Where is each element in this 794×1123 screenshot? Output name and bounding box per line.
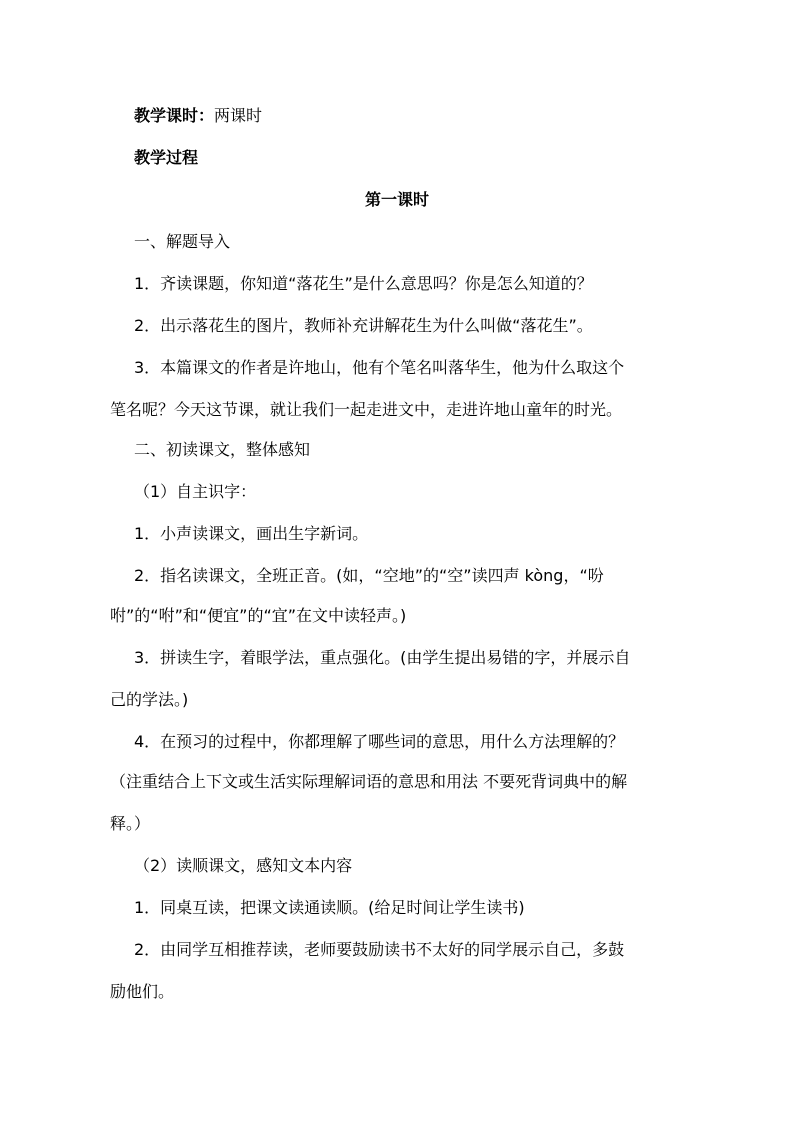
section-2-heading: 二、初读课文，整体感知 — [134, 440, 311, 459]
subsection-1-item-3-line-1: 3．拼读生字，着眼学法，重点强化。(由学生提出易错的字，并展示自 — [134, 648, 631, 667]
section-1-heading: 一、解题导入 — [134, 232, 231, 251]
subsection-1-item-2-line-2: 咐”的“咐”和“便宜”的“宜”在文中读轻声。) — [110, 606, 407, 625]
subsection-1-item-4-line-2: （注重结合上下文或生活实际理解词语的意思和用法 不要死背词典中的解 — [110, 772, 628, 791]
subsection-2-heading: （2）读顺课文，感知文本内容 — [134, 856, 353, 875]
lesson-title: 第一课时 — [364, 190, 429, 209]
subsection-2-item-1: 1．同桌互读，把课文读通读顺。(给足时间让学生读书) — [134, 898, 525, 917]
subsection-2-item-2-line-2: 励他们。 — [110, 982, 175, 1001]
section-1-item-3-line-1: 3．本篇课文的作者是许地山，他有个笔名叫落华生，他为什么取这个 — [134, 358, 625, 377]
teaching-process-heading: 教学过程 — [134, 148, 199, 167]
section-1-item-2: 2．出示落花生的图片，教师补充讲解花生为什么叫做“落花生”。 — [134, 316, 593, 335]
section-1-item-3-line-2: 笔名呢？今天这节课，就让我们一起走进文中，走进许地山童年的时光。 — [110, 400, 623, 419]
teaching-periods-line — [134, 106, 262, 126]
subsection-2-item-2-line-1: 2．由同学互相推荐读，老师要鼓励读书不太好的同学展示自己，多鼓 — [134, 940, 625, 959]
section-1-item-1: 1．齐读课题，你知道“落花生”是什么意思吗？你是怎么知道的？ — [134, 274, 593, 293]
subsection-1-item-4-line-3: 释。） — [110, 814, 151, 833]
subsection-1-item-1: 1．小声读课文，画出生字新词。 — [134, 524, 369, 543]
subsection-1-item-4-line-1: 4．在预习的过程中，你都理解了哪些词的意思，用什么方法理解的？ — [134, 732, 625, 751]
subsection-1-heading: （1）自主识字： — [134, 482, 257, 501]
subsection-1-item-2-line-1: 2．指名读课文，全班正音。(如，“空地”的“空”读四声 kòng，“吩 — [134, 566, 604, 585]
teaching-periods-value: 两课时 — [214, 106, 263, 125]
teaching-periods-label: 教学课时： — [134, 106, 215, 125]
subsection-1-item-3-line-2: 己的学法。) — [110, 690, 189, 709]
